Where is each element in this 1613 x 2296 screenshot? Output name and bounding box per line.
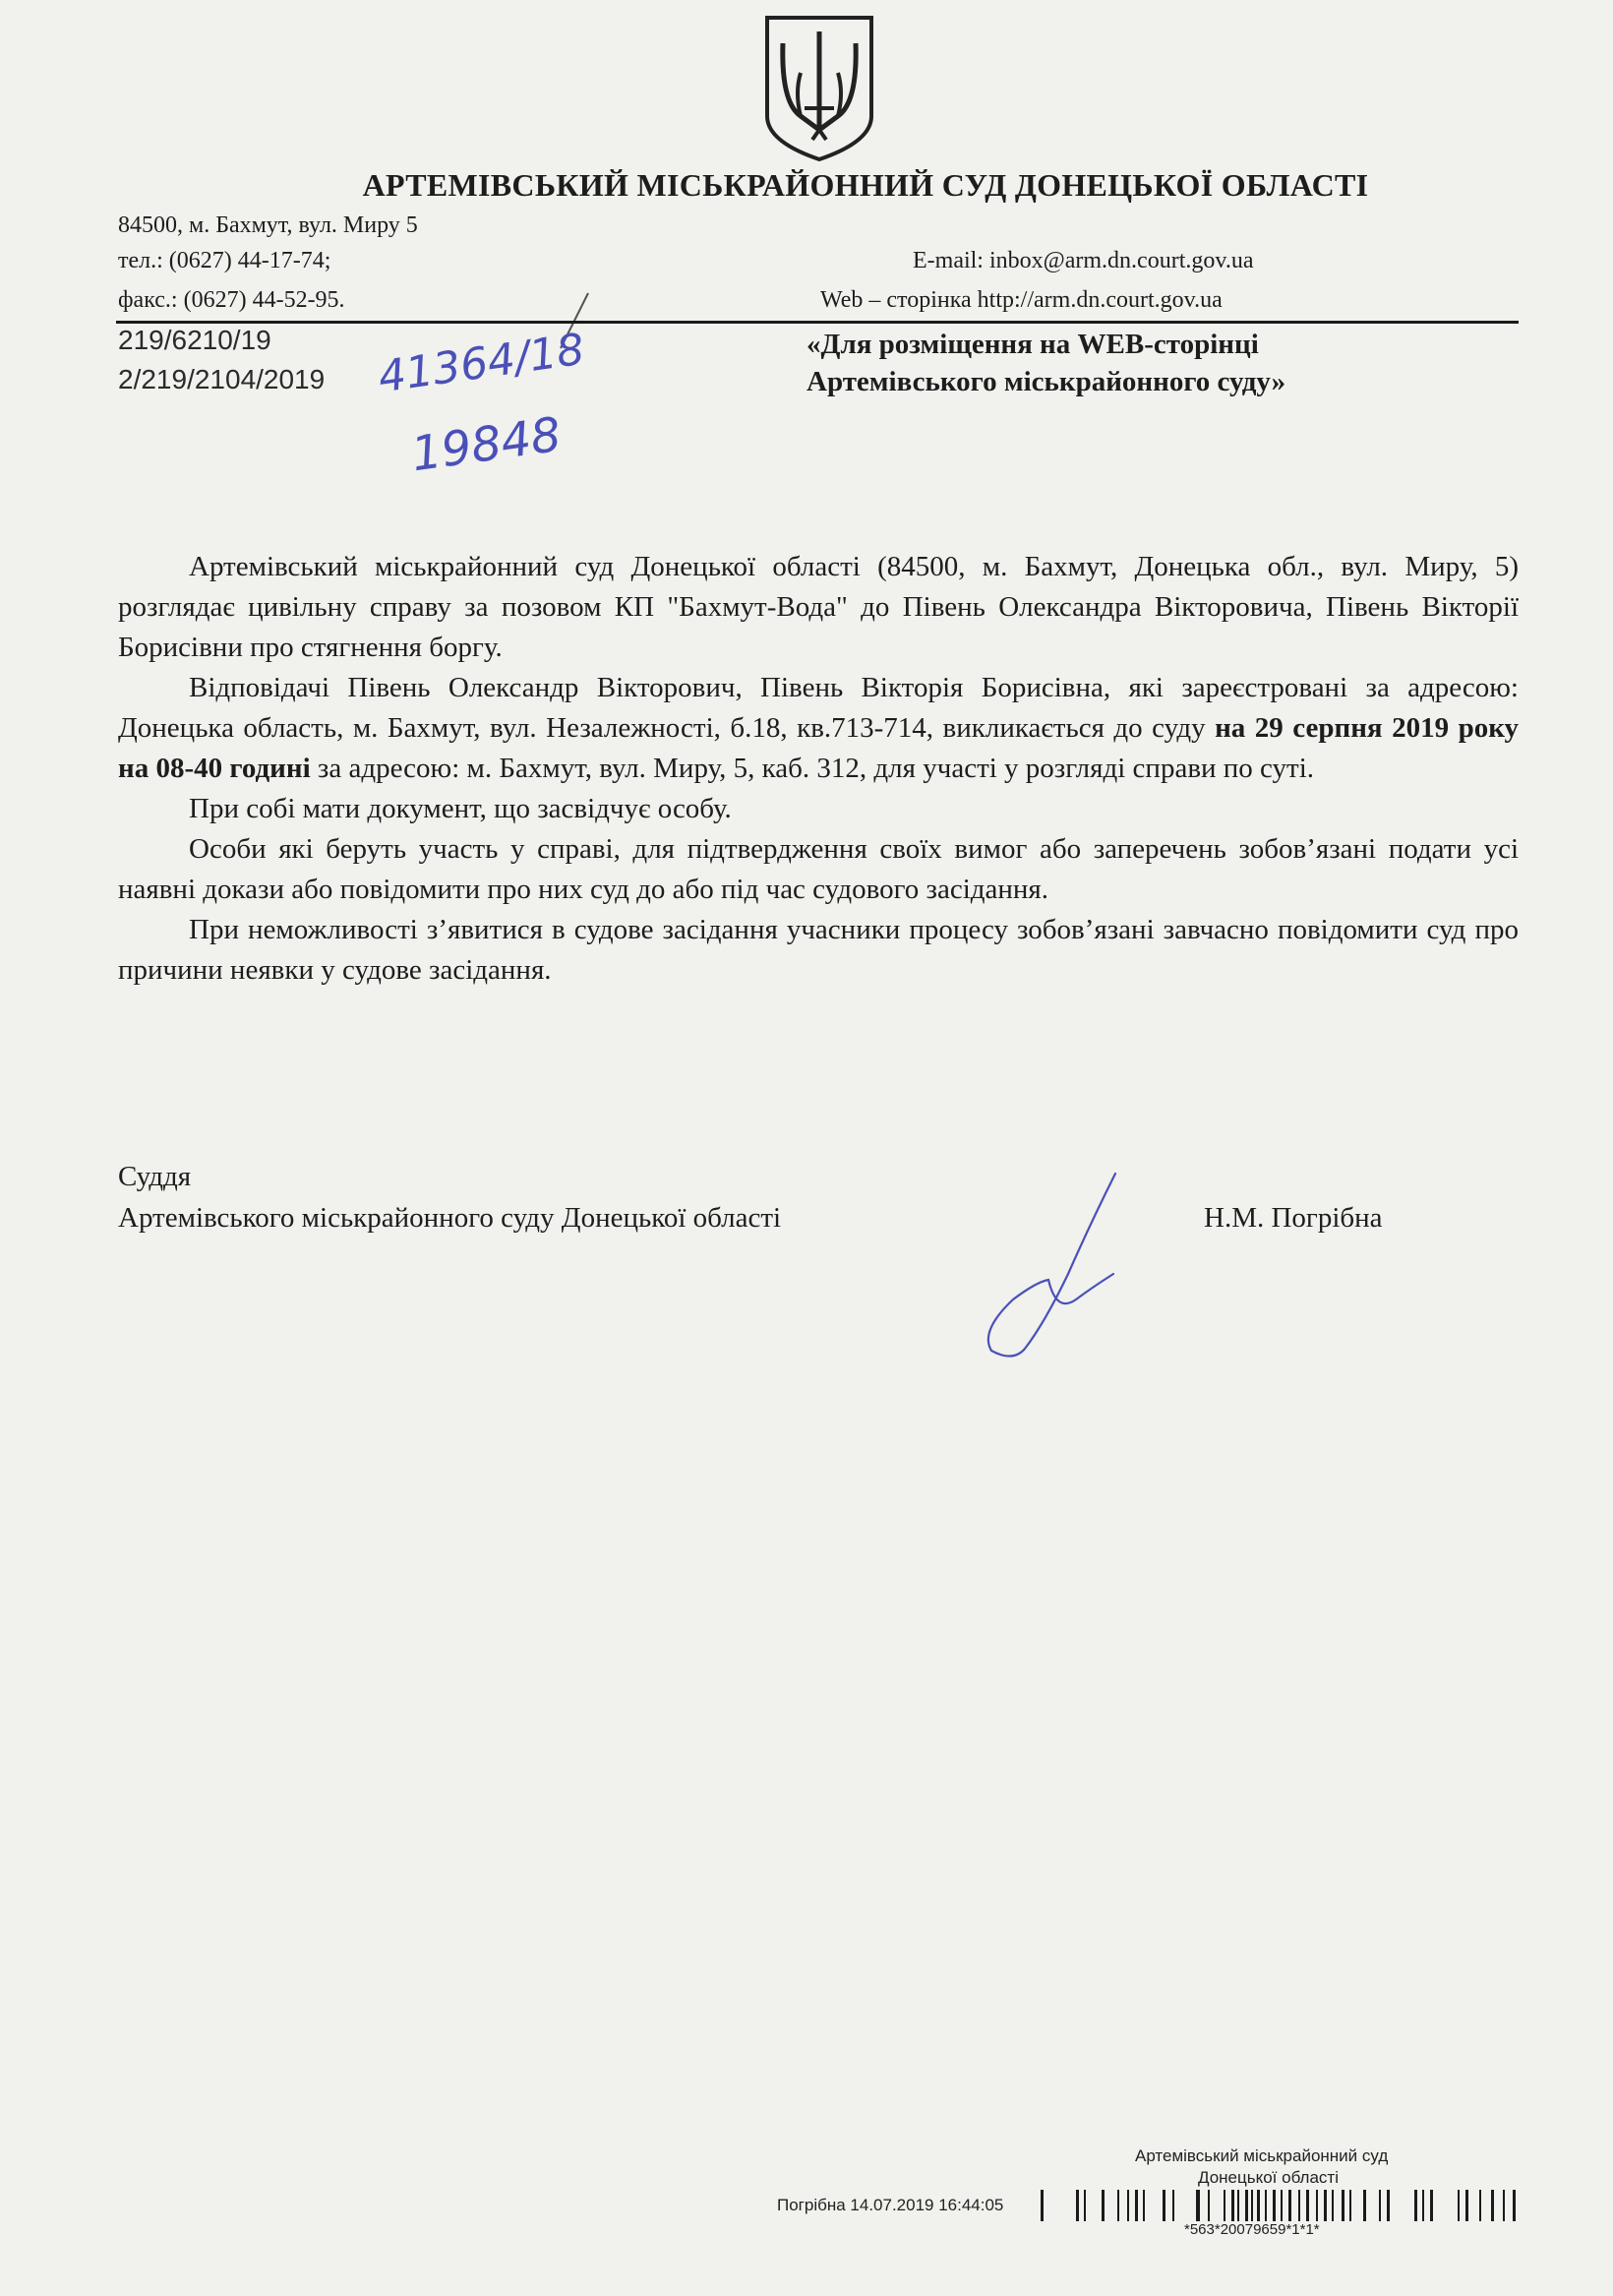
handwritten-incoming-number: 19848: [407, 406, 565, 483]
coat-of-arms-icon: [761, 14, 877, 163]
signature-title: Суддя: [118, 1161, 192, 1192]
proceeding-number: 2/219/2104/2019: [118, 364, 326, 394]
paragraph-summons: Відповідачі Півень Олександр Вікторович, Півень Вікторія Борисівна, які зареєстровані за адресою: Донецька область, м. Бахмут, вул. Незалежності, б.18, кв.713-714, викликається до суду на 29 серпня 2019 року на 08-40 годині за адресою: м. Бахмут, вул. Миру, 5, каб. 312, для участі у розгляді справи по суті.: [118, 672, 1520, 784]
barcode: [1041, 2190, 1521, 2225]
court-website: Web – сторінка http://arm.dn.court.gov.ua: [820, 287, 1223, 313]
letter-body: [118, 547, 1519, 991]
court-email: E-mail: inbox@arm.dn.court.gov.ua: [913, 248, 1254, 273]
header-divider: [116, 321, 1519, 324]
paragraph-case: Артемівський міськрайонний суд Донецької області (84500, м. Бахмут, Донецька обл., вул. Миру, 5) розглядає цивільну справу за позовом КП "Бахмут-Вода" до Півень Олександра Вікторовича, Півень Вікторії Борисівни про стягнення боргу.: [118, 551, 1519, 663]
court-address: 84500, м. Бахмут, вул. Миру 5: [118, 212, 418, 238]
judge-name: Н.М. Погрібна: [1204, 1202, 1383, 1234]
paragraph-id: При собі мати документ, що засвідчує особу.: [189, 793, 732, 824]
judge-signature: [974, 1166, 1131, 1362]
handwritten-reg-number: 41364/18: [375, 324, 588, 403]
hearing-date: на 29 серпня 2019 року на 08-40 годині: [118, 712, 1520, 784]
barcode-text: *563*20079659*1*1*: [1184, 2221, 1320, 2238]
signature-court: Артемівського міськрайонного суду Донецької області: [118, 1202, 782, 1234]
paragraph-evidence: Особи які беруть участь у справі, для підтвердження своїх вимог або заперечень зобов’язані подати усі наявні докази або повідомити про них суд до або під час судового засідання.: [118, 833, 1519, 905]
court-phone: тел.: (0627) 44-17-74;: [118, 248, 331, 273]
stamp-signed: Погрібна 14.07.2019 16:44:05: [777, 2196, 1004, 2214]
court-name: АРТЕМІВСЬКИЙ МІСЬКРАЙОННИЙ СУД ДОНЕЦЬКОЇ ОБЛАСТІ: [362, 167, 1369, 203]
web-note-line2: Артемівського міськрайонного суду»: [806, 366, 1286, 397]
web-note-line1: «Для розміщення на WEB-сторінці: [806, 329, 1259, 360]
stamp-court-line2: Донецької області: [1198, 2168, 1339, 2187]
paragraph-absence: При неможливості з’явитися в судове засідання учасники процесу зобов’язані завчасно повідомити суд про причини неявки у судове засідання.: [118, 914, 1519, 986]
case-number: 219/6210/19: [118, 325, 271, 355]
court-fax: факс.: (0627) 44-52-95.: [118, 287, 345, 313]
stamp-court-line1: Артемівський міськрайонний суд: [1135, 2146, 1389, 2165]
